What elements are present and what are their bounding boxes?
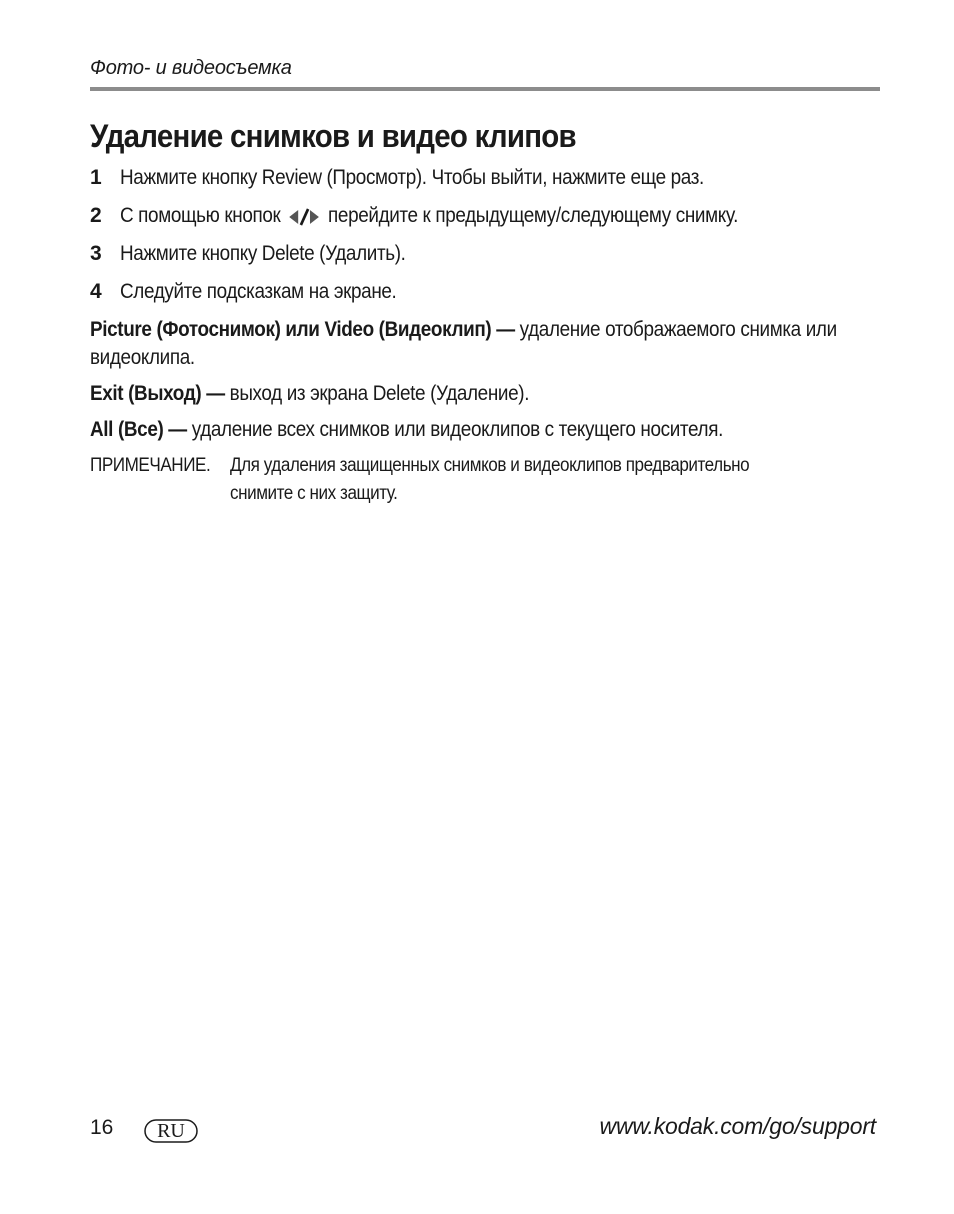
slash-icon [299,208,310,226]
step-number: 4 [90,280,102,303]
support-url[interactable]: www.kodak.com/go/support [599,1113,876,1139]
page-title: Удаление снимков и видео клипов [90,118,576,154]
header-divider [90,87,880,91]
page-footer [90,1110,880,1150]
option-label: Picture (Фотоснимок) или Video (Видеоклип) — [90,318,515,341]
left-arrow-icon [289,210,299,224]
language-badge [144,1119,198,1143]
option-exit [90,380,880,408]
steps-list [90,164,880,306]
note-text: Для удаления защищенных снимков и видеоклипов предварительно снимите с них защиту. [229,455,749,504]
page-number: 16 [90,1116,114,1139]
step-item [90,164,880,192]
step-text-before: С помощью кнопок [120,204,281,227]
page-header [90,56,880,91]
option-text: удаление отображаемого снимка или видеоклипа. [90,318,837,369]
step-item [90,202,880,230]
step-text [120,202,738,230]
option-label: Exit (Выход) — [90,382,225,405]
step-text: Нажмите кнопку Review (Просмотр). Чтобы выйти, нажмите еще раз. [120,166,704,189]
step-number: 1 [90,166,102,189]
option-text: выход из экрана Delete (Удаление). [229,382,530,405]
option-all [90,416,880,444]
right-arrow-icon [310,210,320,224]
section-label: Фото- и видеосъемка [90,57,292,79]
option-label: All (Все) — [90,418,187,441]
step-item [90,278,880,306]
step-item [90,240,880,268]
option-picture-video [90,316,880,372]
left-right-arrows [289,208,320,226]
main-content [90,116,880,508]
step-number: 2 [90,204,102,227]
language-badge-text: RU [157,1120,185,1142]
step-number: 3 [90,242,102,265]
note-label: ПРИМЕЧАНИЕ. [90,455,211,476]
step-text: Нажмите кнопку Delete (Удалить). [120,242,406,265]
option-text: удаление всех снимков или видеоклипов с текущего носителя. [191,418,723,441]
step-text-after: перейдите к предыдущему/следующему снимку. [328,204,738,227]
step-text: Следуйте подсказкам на экране. [120,280,397,303]
note [90,452,880,508]
